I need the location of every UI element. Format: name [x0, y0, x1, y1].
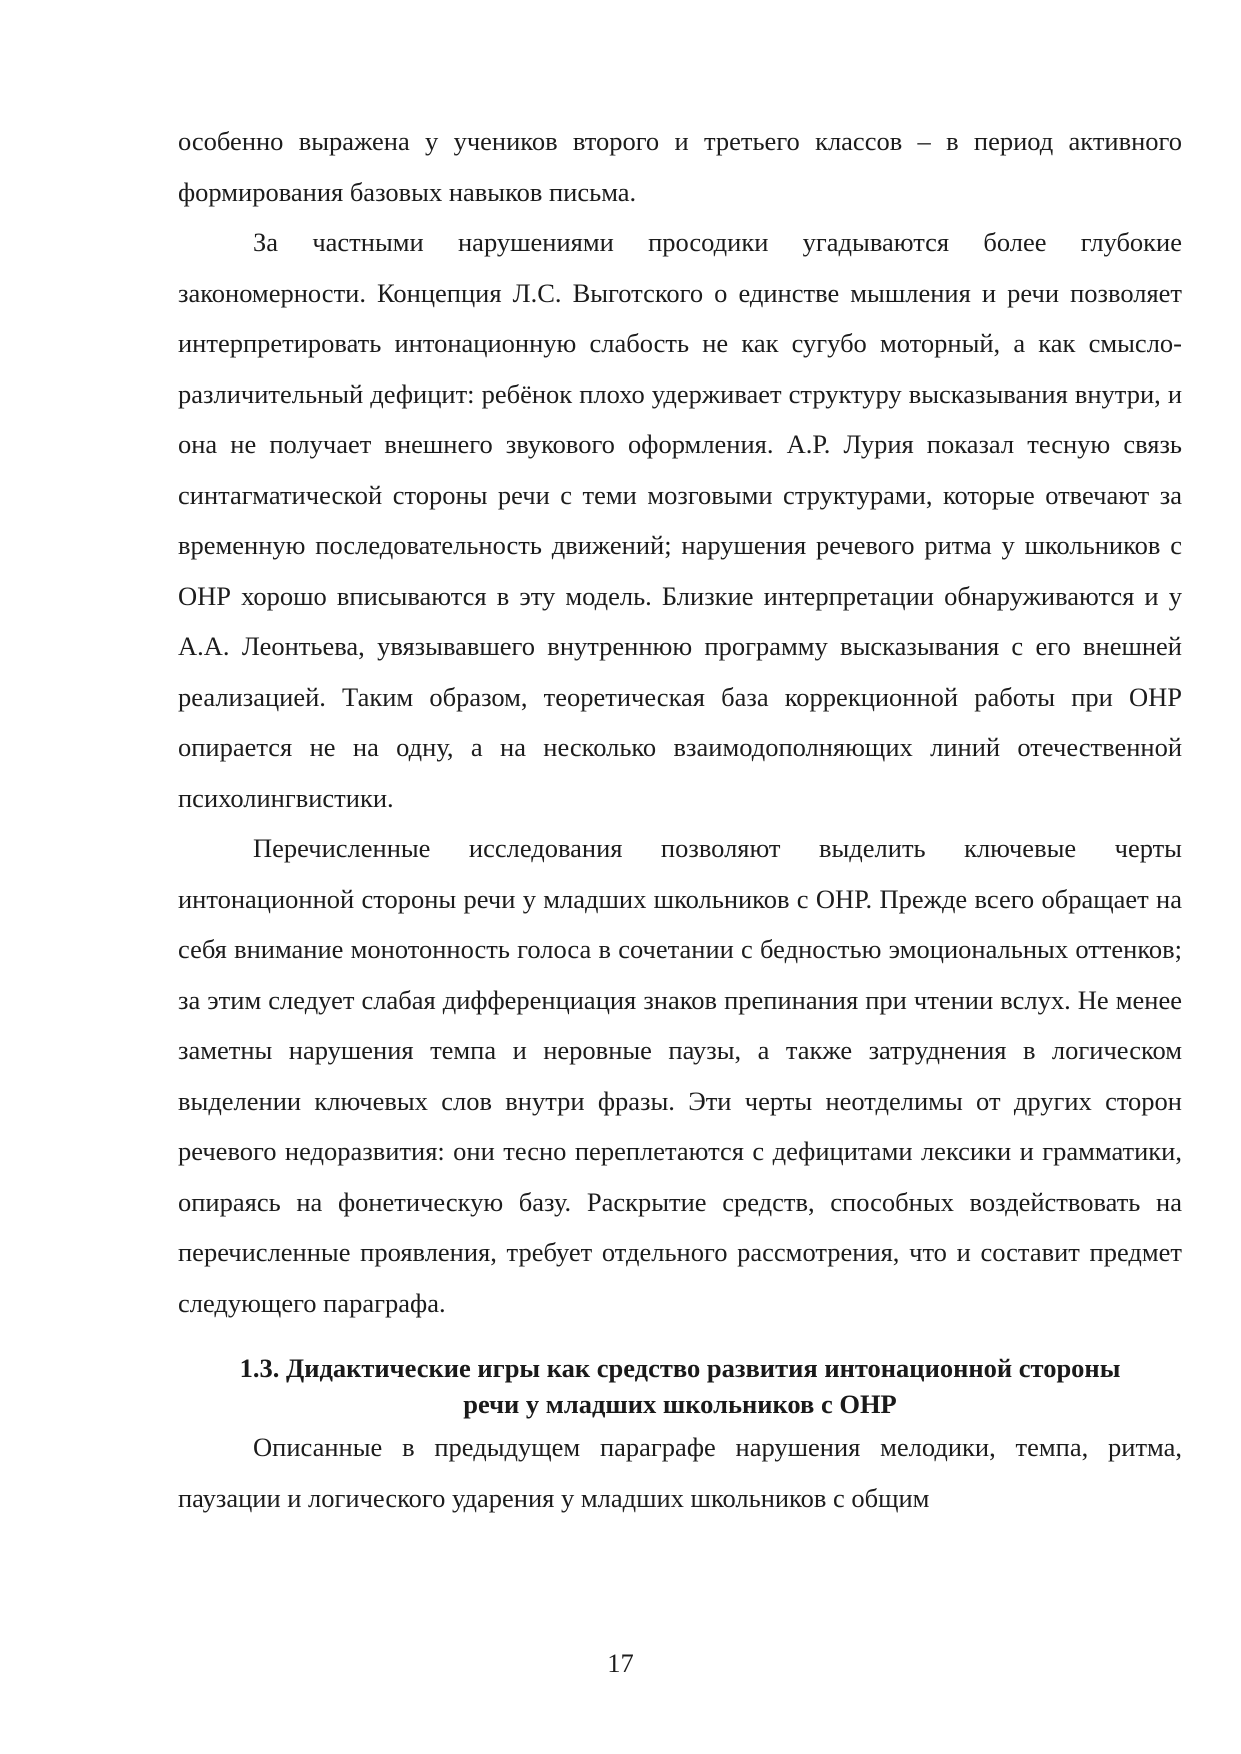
page-body	[178, 116, 1182, 1523]
paragraph-continuation: особенно выражена у учеников второго и третьего классов – в период активного формирования базовых навыков письма.	[178, 126, 1182, 207]
section-heading-line-2: речи у младших школьников с ОНР	[463, 1389, 897, 1419]
page-number: 17	[607, 1648, 634, 1678]
section-heading-line-1: 1.3. Дидактические игры как средство развития интонационной стороны	[239, 1353, 1121, 1383]
paragraph-key-features: Перечисленные исследования позволяют выделить ключевые черты интонационной стороны речи у младших школьников с ОНР. Прежде всего обращает на себя внимание монотонность голоса в сочетании с бедностью эмоциональных оттенков; за этим следует слабая дифференциация знаков препинания при чтении вслух. Не менее заметны нарушения темпа и неровные паузы, а также затруднения в логическом выделении ключевых слов внутри фразы. Эти черты неотделимы от других сторон речевого недоразвития: они тесно переплетаются с дефицитами лексики и грамматики, опираясь на фонетическую базу. Раскрытие средств, способных воздействовать на перечисленные проявления, требует отдельного рассмотрения, что и составит предмет следующего параграфа.	[178, 833, 1182, 1318]
section-heading	[178, 1350, 1182, 1422]
paragraph-vygotsky-luria: За частными нарушениями просодики угадываются более глубокие закономерности. Концепция Л.С. Выготского о единстве мышления и речи позволяет интерпретировать интонационную слабость не как сугубо моторный, а как смысло-различительный дефицит: ребёнок плохо удерживает структуру высказывания внутри, и она не получает внешнего звукового оформления. А.Р. Лурия показал тесную связь синтагматической стороны речи с теми мозговыми структурами, которые отвечают за временную последовательность движений; нарушения речевого ритма у школьников с ОНР хорошо вписываются в эту модель. Близкие интерпретации обнаруживаются и у А.А. Леонтьева, увязывавшего внутреннюю программу высказывания с его внешней реализацией. Таким образом, теоретическая база коррекционной работы при ОНР опирается не на одну, а на несколько взаимодополняющих линий отечественной психолингвистики.	[178, 227, 1182, 813]
paragraph-section-intro: Описанные в предыдущем параграфе нарушения мелодики, темпа, ритма, паузации и логического ударения у младших школьников с общим	[178, 1432, 1182, 1513]
